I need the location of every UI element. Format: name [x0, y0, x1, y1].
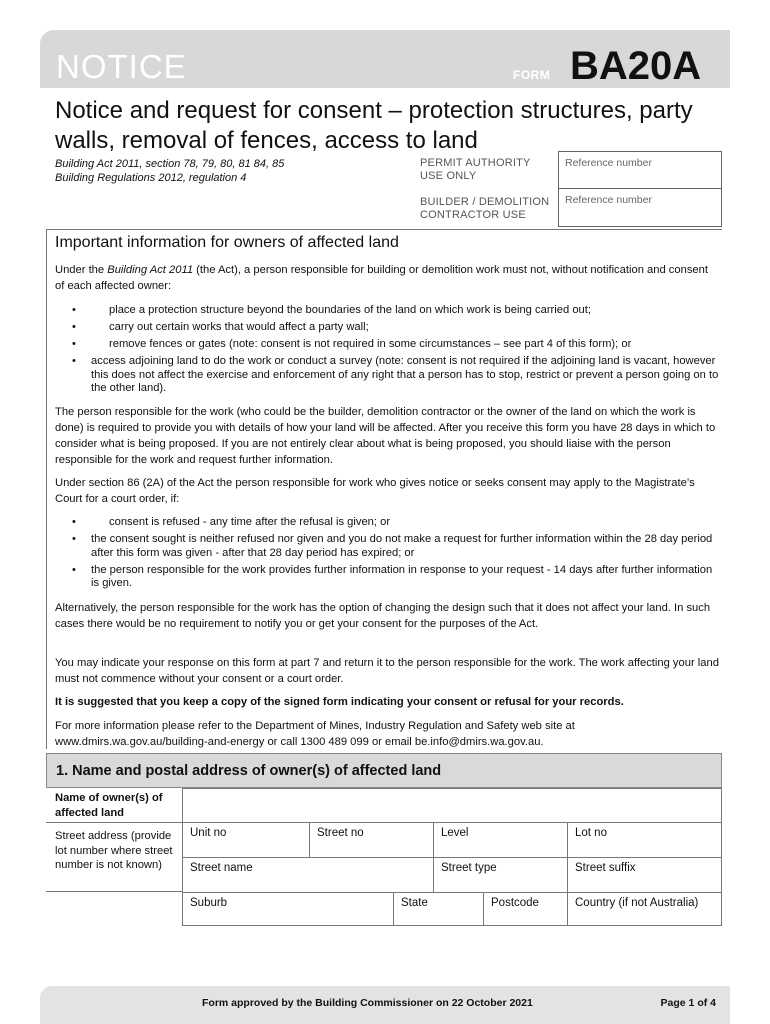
country-field[interactable]: [567, 892, 722, 926]
builder-reference-label: Reference number: [565, 194, 652, 206]
street-type-field[interactable]: [433, 857, 567, 892]
list-item: • remove fences or gates (note: consent is not required in some circumstances – see part 4 of this form); or: [55, 338, 720, 352]
lot-no-field[interactable]: [567, 822, 722, 857]
lot-no-label: Lot no: [575, 827, 607, 839]
list-item: • consent is refused - any time after the refusal is given; or: [55, 516, 720, 530]
postcode-label: Postcode: [491, 897, 539, 909]
unit-no-field[interactable]: [182, 822, 309, 857]
builder-label-line-2: CONTRACTOR USE: [420, 209, 526, 221]
state-field[interactable]: [393, 892, 483, 926]
intro-text-b: (the Act), a person responsible for building or demolition work must not, without notification and consent of each affected owner:: [55, 264, 708, 292]
level-label: Level: [441, 827, 469, 839]
response-paragraph: You may indicate your response on this form at part 7 and return it to the person responsible for the work. The work affecting your land must not commence without your consent or a court order.: [55, 657, 719, 685]
owner-address-grid: [182, 788, 722, 926]
divider: [46, 891, 182, 892]
section-1-title: 1. Name and postal address of owner(s) of affected land: [56, 763, 442, 779]
postcode-field[interactable]: [483, 892, 567, 926]
street-name-field[interactable]: [182, 857, 433, 892]
form-header-banner: [40, 30, 730, 88]
country-label: Country (if not Australia): [575, 897, 699, 909]
notice-label: NOTICE: [56, 48, 187, 85]
intro-act-name: Building Act 2011: [107, 264, 194, 276]
permit-reference-number-field[interactable]: [558, 151, 722, 189]
form-code: BA20A: [570, 44, 702, 88]
street-type-label: Street type: [441, 862, 497, 874]
legislation-line-1: Building Act 2011, section 78, 79, 80, 81 84, 85: [55, 158, 285, 170]
street-suffix-field[interactable]: [567, 857, 722, 892]
builder-label-line-1: BUILDER / DEMOLITION: [420, 196, 550, 208]
legislation-reference: [55, 157, 284, 185]
suburb-field[interactable]: [182, 892, 393, 926]
street-address-label: Street address (provide lot number where street number is not known): [55, 830, 173, 871]
form-word: FORM: [513, 68, 551, 82]
permit-label-line-2: USE ONLY: [420, 170, 477, 182]
intro-text-a: Under the: [55, 264, 108, 276]
state-label: State: [401, 897, 428, 909]
list-item: • place a protection structure beyond the boundaries of the land on which work is being carried out;: [55, 304, 720, 318]
page-footer: [40, 986, 730, 1024]
divider: [46, 822, 182, 823]
builder-reference-number-field[interactable]: [558, 189, 722, 227]
approval-statement: Form approved by the Building Commissioner on 22 October 2021: [202, 997, 533, 1009]
section-1-header: [46, 753, 722, 788]
consent-required-list: [55, 304, 720, 399]
legislation-line-2: Building Regulations 2012, regulation 4: [55, 172, 247, 184]
owner-name-label: Name of owner(s) of affected land: [55, 792, 163, 819]
page-number: Page 1 of 4: [660, 997, 716, 1009]
list-item: • the person responsible for the work provides further information in response to your request - 14 days after further information is given.: [55, 564, 720, 591]
important-information-heading: Important information for owners of affected land: [55, 234, 399, 251]
list-item: • access adjoining land to do the work or conduct a survey (note: consent is not required if the adjoining land is vacant, however this does not affect the exercise and enforcement of any right that a person has to stop, restrict or prevent a person going on to the other land).: [55, 355, 720, 396]
responsible-person-paragraph: The person responsible for the work (who could be the builder, demolition contractor or the owner of the land on which the work is done) is required to provide you with details of how your land will be affected. After you receive this form you have 28 days in which to consider what is being proposed. If you are not entirely clear about what is being proposed, you should liaise with the person responsible for the work and request further information.: [55, 406, 716, 466]
permit-label-line-1: PERMIT AUTHORITY: [420, 157, 531, 169]
unit-no-label: Unit no: [190, 827, 227, 839]
permit-authority-label: [420, 157, 531, 183]
court-order-conditions-list: [55, 516, 720, 594]
list-item: • carry out certain works that would affect a party wall;: [55, 321, 720, 335]
street-no-field[interactable]: [309, 822, 433, 857]
form-title: Notice and request for consent – protection structures, party walls, removal of fences, access to land: [55, 97, 693, 154]
street-no-label: Street no: [317, 827, 364, 839]
more-information-paragraph: For more information please refer to the Department of Mines, Industry Regulation and Safety web site at www.dmirs.wa.gov.au/building-and-energy or call 1300 489 099 or email be.info@dmirs.wa.gov.au.: [55, 720, 575, 748]
list-item: • the consent sought is neither refused nor given and you do not make a request for further information within the 28 day period after this form was given - after that 28 day period has expired; or: [55, 533, 720, 560]
section-86-paragraph: Under section 86 (2A) of the Act the person responsible for work who gives notice or seeks consent may apply to the Magistrate’s Court for a court order, if:: [55, 477, 695, 505]
suburb-label: Suburb: [190, 897, 228, 909]
street-name-label: Street name: [190, 862, 253, 874]
keep-copy-notice: It is suggested that you keep a copy of the signed form indicating your consent or refusal for your records.: [55, 696, 624, 708]
design-change-paragraph: Alternatively, the person responsible for the work has the option of changing the design such that it does not affect your land. In such cases there would be no requirement to notify you or get your consent for the purposes of the Act.: [55, 602, 711, 630]
owner-name-input[interactable]: [182, 788, 723, 823]
builder-contractor-label: [420, 196, 549, 222]
intro-paragraph: [55, 262, 720, 294]
street-suffix-label: Street suffix: [575, 862, 636, 874]
level-field[interactable]: [433, 822, 567, 857]
permit-reference-label: Reference number: [565, 157, 652, 169]
